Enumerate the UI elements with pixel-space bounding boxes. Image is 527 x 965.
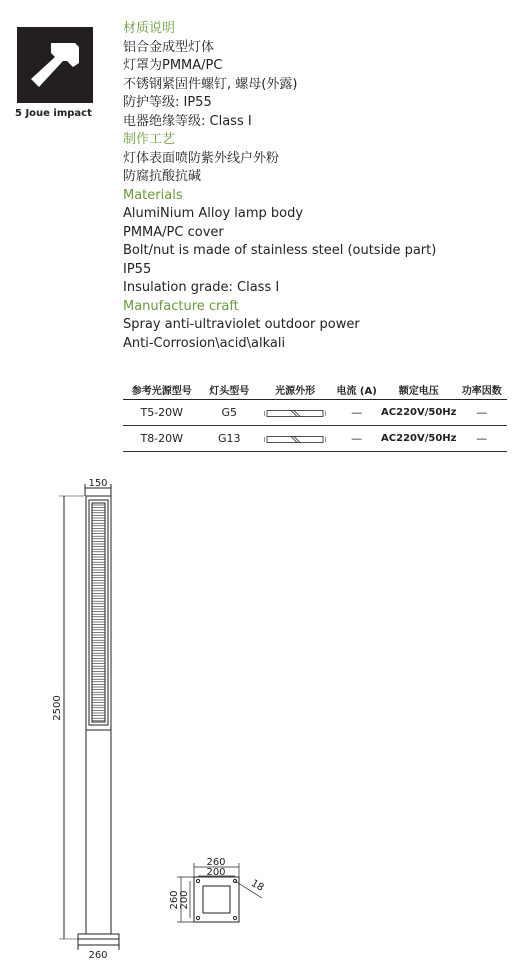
description-line: 灯罩为PMMA/PC bbox=[123, 58, 223, 73]
header-cell: 额定电压 bbox=[381, 380, 456, 400]
description-line: PMMA/PC cover bbox=[123, 224, 224, 240]
technical-drawing bbox=[0, 440, 527, 965]
description-line: 防腐抗酸抗碱 bbox=[123, 169, 202, 184]
table-cell: G13 bbox=[201, 426, 259, 452]
dim-height: 2500 bbox=[52, 695, 63, 721]
brand-logo bbox=[17, 27, 93, 103]
description-line: AlumiNium Alloy lamp body bbox=[123, 206, 304, 221]
description-line: IP55 bbox=[123, 261, 152, 277]
table-cell: — bbox=[457, 400, 508, 426]
header-cell: 功率因数 bbox=[457, 380, 508, 400]
section-heading: Manufacture craft bbox=[123, 298, 239, 314]
header-cell: 光源外形 bbox=[258, 380, 332, 400]
description-line: 电器绝缘等级: Class I bbox=[123, 113, 252, 129]
dim-top-width: 150 bbox=[88, 478, 108, 489]
description-line: Insulation grade: Class I bbox=[123, 280, 280, 295]
description-line: 不锈钢紧固件螺钉, 螺母(外露) bbox=[123, 76, 298, 92]
pole-elevation bbox=[59, 484, 119, 950]
dim-plate-inner: 200 bbox=[206, 867, 226, 878]
table-cell: — bbox=[457, 426, 508, 452]
hammer-icon bbox=[17, 27, 93, 103]
logo-caption: 5 Joue impact bbox=[15, 108, 92, 119]
header-cell: 电流 (A) bbox=[332, 380, 381, 400]
table-cell: T8-20W bbox=[123, 426, 201, 452]
table-cell: — bbox=[332, 426, 381, 452]
description-line: Anti-Corrosion\acid\alkali bbox=[123, 335, 286, 351]
table-cell: — bbox=[332, 400, 381, 426]
description-line: 铝合金成型灯体 bbox=[123, 39, 215, 55]
header-cell: 灯头型号 bbox=[201, 380, 259, 400]
description-line: Spray anti-ultraviolet outdoor power bbox=[123, 317, 360, 332]
dim-plate-side-inner: 200 bbox=[179, 890, 190, 910]
description-block bbox=[123, 20, 523, 353]
spec-table-header bbox=[123, 380, 507, 400]
section-heading: 材质说明 bbox=[123, 21, 176, 36]
table-cell: G5 bbox=[201, 400, 259, 426]
section-heading: Materials bbox=[123, 187, 183, 203]
description-line: Bolt/nut is made of stainless steel (outside part) bbox=[123, 243, 437, 258]
table-cell: T5-20W bbox=[123, 400, 201, 426]
dim-plate-side-outer: 260 bbox=[169, 890, 180, 910]
description-line: 灯体表面喷防紫外线户外粉 bbox=[123, 150, 280, 166]
section-heading: 制作工艺 bbox=[123, 132, 176, 147]
table-cell: AC220V/50Hz bbox=[381, 400, 456, 426]
tube-shape-cell bbox=[258, 400, 332, 426]
dim-base-width: 260 bbox=[88, 950, 108, 961]
table-row bbox=[123, 400, 507, 426]
table-cell: AC220V/50Hz bbox=[381, 426, 456, 452]
dim-hole: 18 bbox=[248, 877, 266, 894]
description-line: 防护等级: IP55 bbox=[123, 95, 212, 110]
tube-lamp-icon bbox=[264, 410, 326, 417]
dim-plate-outer: 260 bbox=[206, 857, 226, 868]
header-cell: 参考光源型号 bbox=[123, 380, 201, 400]
